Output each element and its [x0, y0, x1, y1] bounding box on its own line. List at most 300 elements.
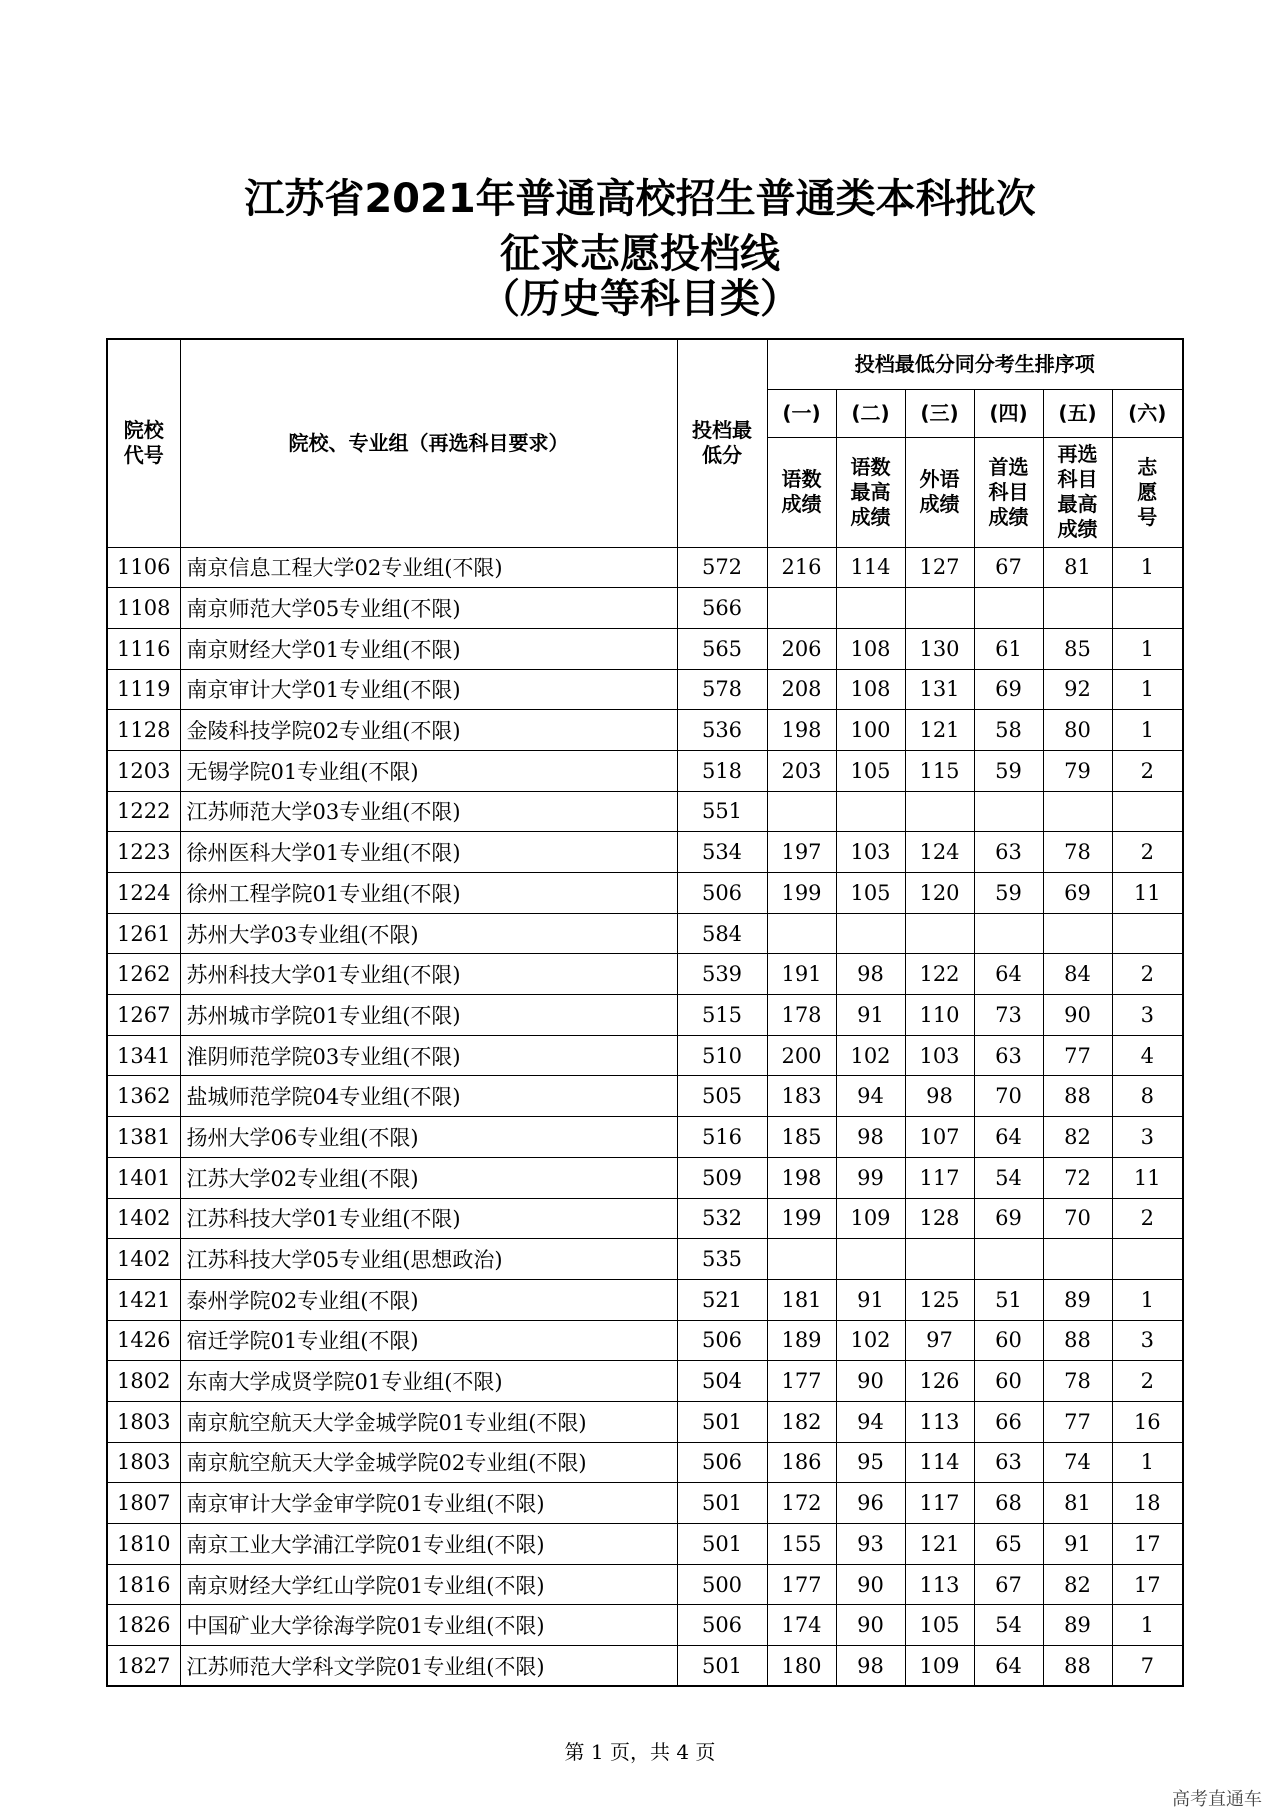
cell-score-6: 11 [1112, 1157, 1183, 1198]
cell-score-6: 3 [1112, 1117, 1183, 1158]
cell-score-6: 1 [1112, 710, 1183, 751]
table-row [107, 1157, 1183, 1198]
cell-score-3: 110 [905, 995, 974, 1036]
cell-score-3: 124 [905, 832, 974, 873]
cell-code: 1341 [107, 1035, 180, 1076]
cell-score-2 [836, 913, 905, 954]
cell-name: 徐州工程学院01专业组(不限) [180, 873, 677, 914]
cell-code: 1262 [107, 954, 180, 995]
cell-score-4: 63 [974, 1035, 1043, 1076]
cell-score-3: 126 [905, 1361, 974, 1402]
cell-score-4 [974, 913, 1043, 954]
cell-name: 东南大学成贤学院01专业组(不限) [180, 1361, 677, 1402]
cell-score-1: 197 [767, 832, 836, 873]
cell-score-2: 98 [836, 954, 905, 995]
cell-name: 南京财经大学01专业组(不限) [180, 628, 677, 669]
cell-code: 1381 [107, 1117, 180, 1158]
cell-score-5: 74 [1043, 1442, 1112, 1483]
cell-score-4: 69 [974, 669, 1043, 710]
cell-name: 江苏科技大学01专业组(不限) [180, 1198, 677, 1239]
cell-score-1: 155 [767, 1524, 836, 1565]
cell-score-4: 69 [974, 1198, 1043, 1239]
cell-score-4 [974, 1239, 1043, 1280]
cell-name: 徐州医科大学01专业组(不限) [180, 832, 677, 873]
cell-name: 南京信息工程大学02专业组(不限) [180, 547, 677, 588]
cell-score-3: 114 [905, 1442, 974, 1483]
cell-score-1: 182 [767, 1401, 836, 1442]
table-row [107, 710, 1183, 751]
cell-min-score: 500 [677, 1564, 767, 1605]
cell-code: 1119 [107, 669, 180, 710]
cell-min-score: 518 [677, 750, 767, 791]
cell-score-1: 183 [767, 1076, 836, 1117]
score-table [106, 338, 1184, 1687]
cell-score-5 [1043, 588, 1112, 629]
cell-score-6: 4 [1112, 1035, 1183, 1076]
cell-score-3: 121 [905, 710, 974, 751]
cell-score-3: 128 [905, 1198, 974, 1239]
cell-score-1: 203 [767, 750, 836, 791]
cell-score-4: 51 [974, 1279, 1043, 1320]
table-row [107, 1239, 1183, 1280]
cell-score-1: 199 [767, 873, 836, 914]
cell-code: 1402 [107, 1239, 180, 1280]
table-row [107, 1524, 1183, 1565]
table-row [107, 1605, 1183, 1646]
cell-min-score: 578 [677, 669, 767, 710]
cell-code: 1106 [107, 547, 180, 588]
cell-name: 南京航空航天大学金城学院01专业组(不限) [180, 1401, 677, 1442]
cell-score-3: 107 [905, 1117, 974, 1158]
header-sub-5: 再选科目最高成绩 [1043, 437, 1112, 547]
cell-score-2 [836, 588, 905, 629]
cell-name: 江苏大学02专业组(不限) [180, 1157, 677, 1198]
cell-score-4: 59 [974, 750, 1043, 791]
page-number: 第 1 页，共 4 页 [564, 1740, 716, 1764]
cell-score-2: 100 [836, 710, 905, 751]
cell-score-5: 89 [1043, 1279, 1112, 1320]
cell-score-1: 198 [767, 710, 836, 751]
cell-score-4: 60 [974, 1320, 1043, 1361]
cell-score-5: 90 [1043, 995, 1112, 1036]
cell-score-3: 131 [905, 669, 974, 710]
cell-score-3 [905, 791, 974, 832]
header-sub-3: 外语成绩 [905, 437, 974, 547]
cell-score-4: 63 [974, 832, 1043, 873]
cell-score-4: 64 [974, 954, 1043, 995]
cell-min-score: 535 [677, 1239, 767, 1280]
cell-min-score: 565 [677, 628, 767, 669]
cell-name: 南京审计大学01专业组(不限) [180, 669, 677, 710]
cell-score-6: 3 [1112, 995, 1183, 1036]
cell-score-6: 1 [1112, 1605, 1183, 1646]
cell-code: 1362 [107, 1076, 180, 1117]
cell-score-5: 88 [1043, 1076, 1112, 1117]
cell-min-score: 501 [677, 1524, 767, 1565]
table-row [107, 832, 1183, 873]
cell-score-5: 80 [1043, 710, 1112, 751]
cell-score-1: 199 [767, 1198, 836, 1239]
table-row [107, 1361, 1183, 1402]
cell-score-3: 103 [905, 1035, 974, 1076]
cell-code: 1802 [107, 1361, 180, 1402]
table-body [107, 547, 1183, 1686]
cell-min-score: 566 [677, 588, 767, 629]
cell-score-2: 90 [836, 1361, 905, 1402]
cell-code: 1203 [107, 750, 180, 791]
cell-score-1: 191 [767, 954, 836, 995]
table-row [107, 1564, 1183, 1605]
cell-score-2: 114 [836, 547, 905, 588]
cell-code: 1223 [107, 832, 180, 873]
cell-name: 泰州学院02专业组(不限) [180, 1279, 677, 1320]
cell-score-1 [767, 791, 836, 832]
cell-score-3: 117 [905, 1157, 974, 1198]
cell-score-3: 113 [905, 1564, 974, 1605]
header-order-6: (六) [1112, 389, 1183, 437]
cell-score-6: 1 [1112, 1442, 1183, 1483]
cell-name: 南京财经大学红山学院01专业组(不限) [180, 1564, 677, 1605]
cell-score-4: 60 [974, 1361, 1043, 1402]
table-row [107, 1401, 1183, 1442]
table-row [107, 1117, 1183, 1158]
cell-code: 1421 [107, 1279, 180, 1320]
cell-score-3: 120 [905, 873, 974, 914]
cell-score-3: 115 [905, 750, 974, 791]
table-row [107, 913, 1183, 954]
cell-code: 1401 [107, 1157, 180, 1198]
cell-score-2: 109 [836, 1198, 905, 1239]
cell-code: 1816 [107, 1564, 180, 1605]
header-order-3: (三) [905, 389, 974, 437]
cell-score-4: 64 [974, 1646, 1043, 1687]
cell-score-2: 90 [836, 1605, 905, 1646]
cell-score-5: 85 [1043, 628, 1112, 669]
cell-score-5: 77 [1043, 1035, 1112, 1076]
cell-code: 1224 [107, 873, 180, 914]
cell-score-2: 102 [836, 1320, 905, 1361]
cell-score-1: 177 [767, 1361, 836, 1402]
cell-score-6: 2 [1112, 954, 1183, 995]
cell-score-2: 91 [836, 1279, 905, 1320]
cell-score-5: 89 [1043, 1605, 1112, 1646]
cell-score-1: 216 [767, 547, 836, 588]
cell-score-5: 91 [1043, 1524, 1112, 1565]
cell-min-score: 584 [677, 913, 767, 954]
cell-score-5: 92 [1043, 669, 1112, 710]
cell-name: 江苏师范大学科文学院01专业组(不限) [180, 1646, 677, 1687]
cell-name: 盐城师范学院04专业组(不限) [180, 1076, 677, 1117]
cell-score-1: 181 [767, 1279, 836, 1320]
cell-name: 宿迁学院01专业组(不限) [180, 1320, 677, 1361]
cell-score-2 [836, 1239, 905, 1280]
cell-score-2: 94 [836, 1076, 905, 1117]
watermark: 高考直通车 [1172, 1789, 1262, 1810]
cell-name: 南京师范大学05专业组(不限) [180, 588, 677, 629]
cell-min-score: 551 [677, 791, 767, 832]
cell-min-score: 572 [677, 547, 767, 588]
cell-score-6: 1 [1112, 547, 1183, 588]
cell-score-5: 78 [1043, 1361, 1112, 1402]
cell-score-6: 17 [1112, 1524, 1183, 1565]
doc-title-line2: 征求志愿投档线 [500, 231, 780, 277]
table-row [107, 1442, 1183, 1483]
cell-score-6: 18 [1112, 1483, 1183, 1524]
cell-score-3: 130 [905, 628, 974, 669]
cell-score-5: 82 [1043, 1564, 1112, 1605]
cell-code: 1222 [107, 791, 180, 832]
cell-min-score: 506 [677, 1605, 767, 1646]
cell-score-2: 98 [836, 1646, 905, 1687]
cell-score-1 [767, 913, 836, 954]
cell-score-4: 54 [974, 1605, 1043, 1646]
header-tiebreak-group: 投档最低分同分考生排序项 [767, 339, 1183, 389]
table-row [107, 1076, 1183, 1117]
table-row [107, 791, 1183, 832]
cell-code: 1402 [107, 1198, 180, 1239]
cell-score-6: 16 [1112, 1401, 1183, 1442]
cell-score-5: 70 [1043, 1198, 1112, 1239]
cell-code: 1116 [107, 628, 180, 669]
cell-name: 淮阴师范学院03专业组(不限) [180, 1035, 677, 1076]
cell-score-1: 180 [767, 1646, 836, 1687]
cell-min-score: 506 [677, 873, 767, 914]
cell-score-2: 103 [836, 832, 905, 873]
cell-name: 无锡学院01专业组(不限) [180, 750, 677, 791]
cell-name: 南京航空航天大学金城学院02专业组(不限) [180, 1442, 677, 1483]
cell-score-2: 99 [836, 1157, 905, 1198]
cell-score-1: 174 [767, 1605, 836, 1646]
cell-score-2: 108 [836, 628, 905, 669]
cell-score-5: 72 [1043, 1157, 1112, 1198]
cell-score-2: 96 [836, 1483, 905, 1524]
table-row [107, 873, 1183, 914]
cell-code: 1826 [107, 1605, 180, 1646]
cell-score-4: 58 [974, 710, 1043, 751]
cell-score-6: 2 [1112, 750, 1183, 791]
cell-min-score: 534 [677, 832, 767, 873]
cell-score-4: 68 [974, 1483, 1043, 1524]
cell-score-1: 198 [767, 1157, 836, 1198]
cell-score-6 [1112, 1239, 1183, 1280]
table-row [107, 1483, 1183, 1524]
cell-code: 1807 [107, 1483, 180, 1524]
cell-min-score: 504 [677, 1361, 767, 1402]
cell-name: 中国矿业大学徐海学院01专业组(不限) [180, 1605, 677, 1646]
cell-score-3: 97 [905, 1320, 974, 1361]
cell-min-score: 509 [677, 1157, 767, 1198]
cell-code: 1803 [107, 1401, 180, 1442]
doc-title-line1: 江苏省2021年普通高校招生普通类本科批次 [244, 176, 1036, 222]
cell-score-5 [1043, 913, 1112, 954]
header-order-5: (五) [1043, 389, 1112, 437]
cell-score-2: 102 [836, 1035, 905, 1076]
cell-score-3: 127 [905, 547, 974, 588]
cell-code: 1108 [107, 588, 180, 629]
cell-score-5: 81 [1043, 547, 1112, 588]
cell-score-1: 189 [767, 1320, 836, 1361]
cell-score-5: 69 [1043, 873, 1112, 914]
cell-min-score: 501 [677, 1483, 767, 1524]
cell-score-2: 105 [836, 873, 905, 914]
table-row [107, 1646, 1183, 1687]
cell-score-5: 88 [1043, 1646, 1112, 1687]
cell-score-4: 67 [974, 547, 1043, 588]
cell-name: 苏州科技大学01专业组(不限) [180, 954, 677, 995]
header-name: 院校、专业组（再选科目要求） [180, 339, 677, 547]
cell-score-3: 125 [905, 1279, 974, 1320]
cell-name: 金陵科技学院02专业组(不限) [180, 710, 677, 751]
cell-min-score: 506 [677, 1442, 767, 1483]
table-row [107, 995, 1183, 1036]
header-order-2: (二) [836, 389, 905, 437]
cell-score-1: 200 [767, 1035, 836, 1076]
cell-score-3 [905, 588, 974, 629]
cell-score-3: 105 [905, 1605, 974, 1646]
table-row [107, 669, 1183, 710]
cell-score-1: 208 [767, 669, 836, 710]
cell-code: 1426 [107, 1320, 180, 1361]
cell-score-6 [1112, 588, 1183, 629]
cell-score-5: 79 [1043, 750, 1112, 791]
cell-score-1 [767, 588, 836, 629]
cell-name: 江苏科技大学05专业组(思想政治) [180, 1239, 677, 1280]
table-row [107, 1279, 1183, 1320]
cell-score-4: 70 [974, 1076, 1043, 1117]
cell-score-3: 122 [905, 954, 974, 995]
cell-score-3 [905, 1239, 974, 1280]
cell-name: 南京审计大学金审学院01专业组(不限) [180, 1483, 677, 1524]
cell-code: 1827 [107, 1646, 180, 1687]
cell-name: 扬州大学06专业组(不限) [180, 1117, 677, 1158]
cell-score-3: 109 [905, 1646, 974, 1687]
cell-score-4: 54 [974, 1157, 1043, 1198]
cell-score-2: 94 [836, 1401, 905, 1442]
table-row [107, 1198, 1183, 1239]
cell-score-6: 1 [1112, 669, 1183, 710]
cell-code: 1261 [107, 913, 180, 954]
cell-score-2: 93 [836, 1524, 905, 1565]
cell-score-1 [767, 1239, 836, 1280]
header-order-1: (一) [767, 389, 836, 437]
table-row [107, 954, 1183, 995]
cell-score-3: 113 [905, 1401, 974, 1442]
cell-code: 1810 [107, 1524, 180, 1565]
cell-score-1: 172 [767, 1483, 836, 1524]
cell-min-score: 532 [677, 1198, 767, 1239]
cell-score-2: 98 [836, 1117, 905, 1158]
cell-min-score: 505 [677, 1076, 767, 1117]
cell-score-1: 177 [767, 1564, 836, 1605]
header-code: 院校代号 [107, 339, 180, 547]
cell-score-5 [1043, 1239, 1112, 1280]
cell-score-4: 65 [974, 1524, 1043, 1565]
cell-score-2: 105 [836, 750, 905, 791]
cell-name: 南京工业大学浦江学院01专业组(不限) [180, 1524, 677, 1565]
cell-score-6: 17 [1112, 1564, 1183, 1605]
cell-score-6: 11 [1112, 873, 1183, 914]
cell-name: 苏州城市学院01专业组(不限) [180, 995, 677, 1036]
cell-min-score: 501 [677, 1401, 767, 1442]
cell-min-score: 510 [677, 1035, 767, 1076]
cell-score-5: 88 [1043, 1320, 1112, 1361]
cell-score-4: 67 [974, 1564, 1043, 1605]
cell-score-3: 121 [905, 1524, 974, 1565]
header-order-4: (四) [974, 389, 1043, 437]
table-row [107, 547, 1183, 588]
cell-code: 1267 [107, 995, 180, 1036]
cell-score-2: 95 [836, 1442, 905, 1483]
cell-min-score: 516 [677, 1117, 767, 1158]
cell-score-4: 61 [974, 628, 1043, 669]
cell-score-3 [905, 913, 974, 954]
cell-score-6: 3 [1112, 1320, 1183, 1361]
cell-score-2 [836, 791, 905, 832]
cell-score-6 [1112, 791, 1183, 832]
cell-name: 江苏师范大学03专业组(不限) [180, 791, 677, 832]
cell-score-5: 78 [1043, 832, 1112, 873]
header-sub-6: 志愿号 [1112, 437, 1183, 547]
cell-score-4: 59 [974, 873, 1043, 914]
cell-score-6: 2 [1112, 1198, 1183, 1239]
cell-min-score: 521 [677, 1279, 767, 1320]
cell-min-score: 501 [677, 1646, 767, 1687]
table-row [107, 750, 1183, 791]
header-sub-1: 语数成绩 [767, 437, 836, 547]
cell-score-4 [974, 588, 1043, 629]
cell-score-2: 90 [836, 1564, 905, 1605]
header-sub-4: 首选科目成绩 [974, 437, 1043, 547]
header-sub-2: 语数最高成绩 [836, 437, 905, 547]
cell-score-4: 64 [974, 1117, 1043, 1158]
cell-code: 1128 [107, 710, 180, 751]
cell-min-score: 506 [677, 1320, 767, 1361]
cell-name: 苏州大学03专业组(不限) [180, 913, 677, 954]
cell-score-6: 2 [1112, 1361, 1183, 1402]
cell-score-6: 7 [1112, 1646, 1183, 1687]
cell-score-4: 66 [974, 1401, 1043, 1442]
cell-score-6: 8 [1112, 1076, 1183, 1117]
cell-score-1: 178 [767, 995, 836, 1036]
cell-min-score: 515 [677, 995, 767, 1036]
table-row [107, 588, 1183, 629]
cell-score-5: 77 [1043, 1401, 1112, 1442]
cell-score-4 [974, 791, 1043, 832]
cell-score-1: 185 [767, 1117, 836, 1158]
cell-score-1: 186 [767, 1442, 836, 1483]
cell-score-3: 117 [905, 1483, 974, 1524]
table-row [107, 1320, 1183, 1361]
cell-score-6: 2 [1112, 832, 1183, 873]
doc-title-line3: （历史等科目类） [480, 276, 800, 322]
table-row [107, 1035, 1183, 1076]
cell-min-score: 539 [677, 954, 767, 995]
cell-score-5: 81 [1043, 1483, 1112, 1524]
cell-score-2: 108 [836, 669, 905, 710]
cell-score-4: 73 [974, 995, 1043, 1036]
table-row [107, 628, 1183, 669]
cell-score-6: 1 [1112, 628, 1183, 669]
header-min-score: 投档最低分 [677, 339, 767, 547]
cell-score-5 [1043, 791, 1112, 832]
cell-score-6 [1112, 913, 1183, 954]
cell-code: 1803 [107, 1442, 180, 1483]
cell-score-1: 206 [767, 628, 836, 669]
cell-score-5: 82 [1043, 1117, 1112, 1158]
cell-score-5: 84 [1043, 954, 1112, 995]
cell-min-score: 536 [677, 710, 767, 751]
cell-score-6: 1 [1112, 1279, 1183, 1320]
